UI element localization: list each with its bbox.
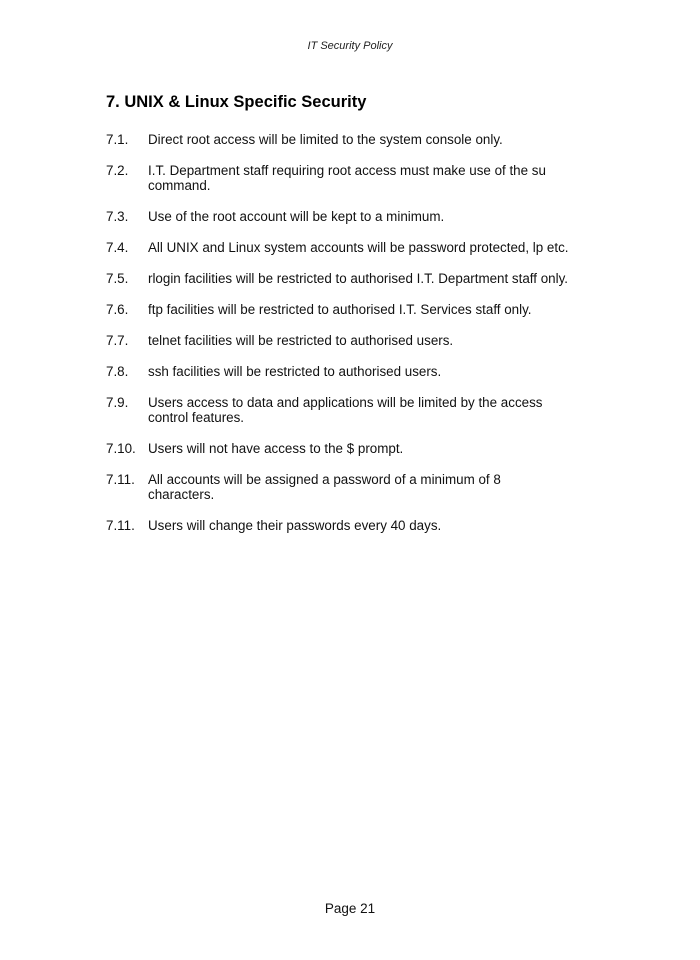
item-text: I.T. Department staff requiring root access must make use of the su command. bbox=[148, 163, 546, 193]
item-text: Use of the root account will be kept to a minimum. bbox=[148, 209, 445, 224]
item-text: Users access to data and applications will be limited by the access control features. bbox=[148, 395, 543, 425]
item-number: 7.3. bbox=[106, 209, 129, 224]
list-item bbox=[106, 518, 606, 533]
item-number: 7.7. bbox=[106, 333, 129, 348]
list-item bbox=[106, 163, 606, 193]
list-item bbox=[106, 441, 606, 456]
item-number: 7.5. bbox=[106, 271, 129, 286]
item-number: 7.11. bbox=[106, 472, 135, 487]
policy-list bbox=[106, 132, 606, 549]
list-item bbox=[106, 209, 606, 224]
item-text: All UNIX and Linux system accounts will be password protected, lp etc. bbox=[148, 240, 569, 255]
item-number: 7.11. bbox=[106, 518, 135, 533]
page-number: Page 21 bbox=[324, 901, 376, 916]
item-number: 7.10. bbox=[106, 441, 136, 456]
page-header: IT Security Policy bbox=[307, 40, 393, 52]
item-number: 7.4. bbox=[106, 240, 129, 255]
item-number: 7.9. bbox=[106, 395, 129, 410]
section-title: 7. UNIX & Linux Specific Security bbox=[106, 93, 367, 111]
item-text: Users will change their passwords every 40 days. bbox=[148, 518, 442, 533]
item-number: 7.8. bbox=[106, 364, 129, 379]
list-item bbox=[106, 271, 606, 286]
item-number: 7.6. bbox=[106, 302, 129, 317]
item-text: rlogin facilities will be restricted to authorised I.T. Department staff only. bbox=[148, 271, 569, 286]
list-item bbox=[106, 240, 606, 255]
item-text: ftp facilities will be restricted to authorised I.T. Services staff only. bbox=[148, 302, 532, 317]
list-item bbox=[106, 333, 606, 348]
item-number: 7.2. bbox=[106, 163, 129, 178]
list-item bbox=[106, 364, 606, 379]
item-text: ssh facilities will be restricted to authorised users. bbox=[148, 364, 442, 379]
list-item bbox=[106, 302, 606, 317]
list-item bbox=[106, 472, 606, 502]
list-item bbox=[106, 132, 606, 147]
item-text: Direct root access will be limited to the system console only. bbox=[148, 132, 503, 147]
list-item bbox=[106, 395, 606, 425]
item-text: telnet facilities will be restricted to authorised users. bbox=[148, 333, 454, 348]
item-number: 7.1. bbox=[106, 132, 129, 147]
item-text: Users will not have access to the $ prompt. bbox=[148, 441, 404, 456]
item-text: All accounts will be assigned a password of a minimum of 8 characters. bbox=[148, 472, 501, 502]
